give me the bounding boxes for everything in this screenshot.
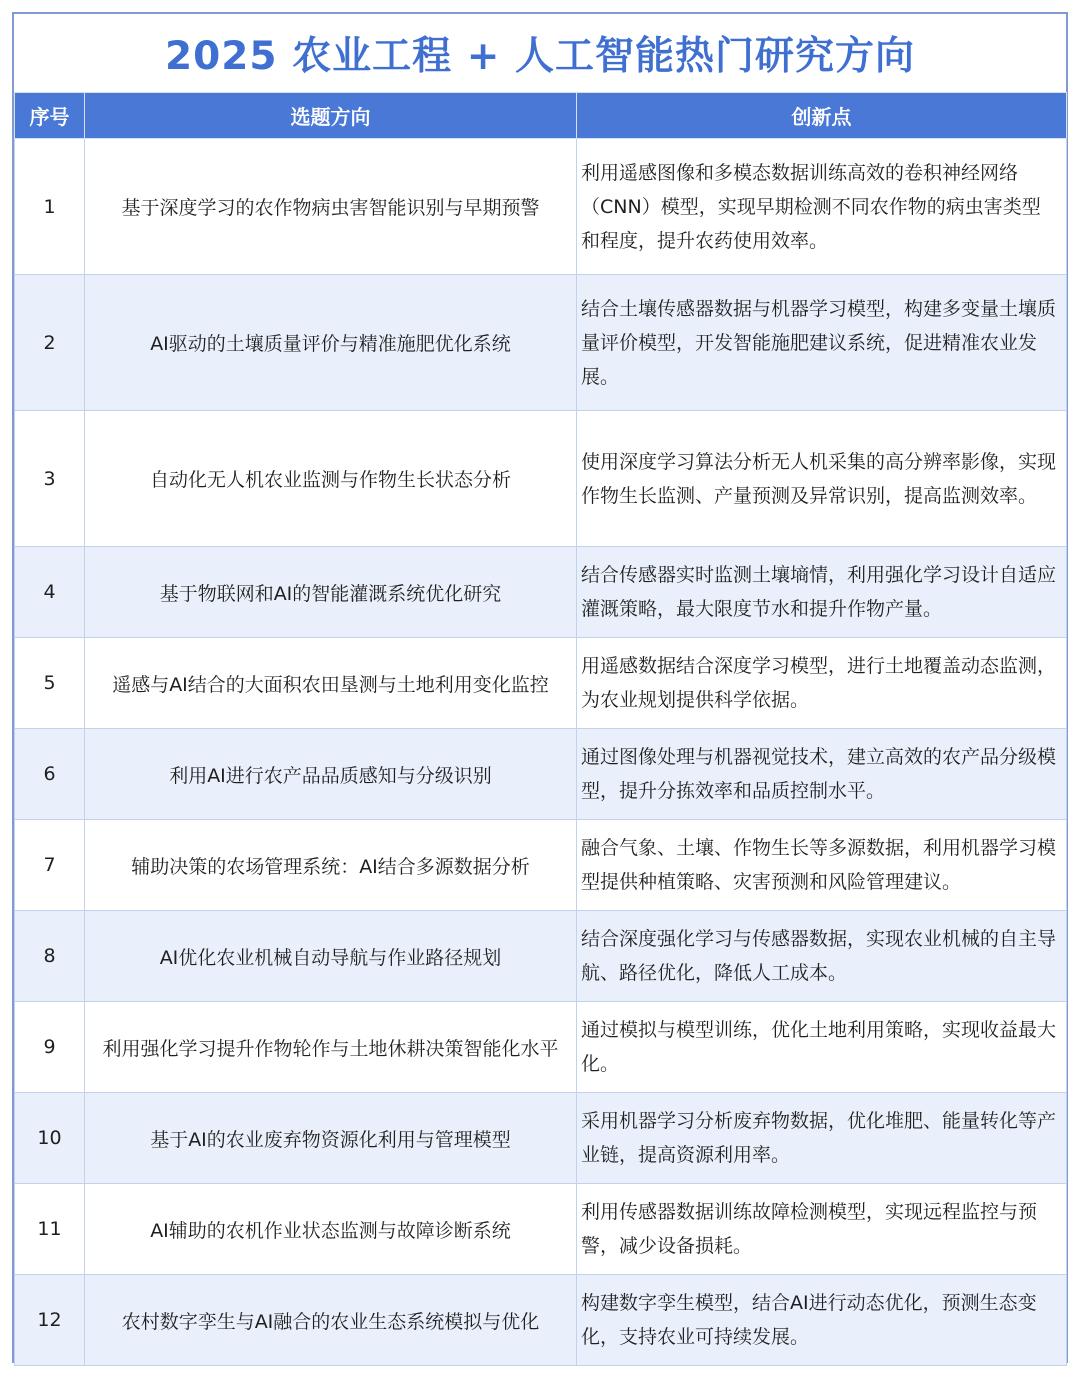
row-topic: 遥感与AI结合的大面积农田垦测与土地利用变化监控 — [85, 638, 577, 729]
table-row — [15, 638, 1067, 729]
row-innovation: 利用传感器数据训练故障检测模型，实现远程监控与预警，减少设备损耗。 — [577, 1184, 1067, 1275]
row-innovation: 使用深度学习算法分析无人机采集的高分辨率影像，实现作物生长监测、产量预测及异常识别，提高监测效率。 — [577, 411, 1067, 547]
row-topic: 利用AI进行农产品品质感知与分级识别 — [85, 729, 577, 820]
row-index: 7 — [15, 820, 85, 911]
table-header-row — [15, 93, 1067, 139]
header-topic: 选题方向 — [85, 93, 577, 139]
table-row — [15, 911, 1067, 1002]
row-topic: AI辅助的农机作业状态监测与故障诊断系统 — [85, 1184, 577, 1275]
row-topic: 农村数字孪生与AI融合的农业生态系统模拟与优化 — [85, 1275, 577, 1366]
table-row — [15, 275, 1067, 411]
row-index: 12 — [15, 1275, 85, 1366]
row-topic: AI优化农业机械自动导航与作业路径规划 — [85, 911, 577, 1002]
row-innovation: 融合气象、土壤、作物生长等多源数据，利用机器学习模型提供种植策略、灾害预测和风险管理建议。 — [577, 820, 1067, 911]
row-innovation: 采用机器学习分析废弃物数据，优化堆肥、能量转化等产业链，提高资源利用率。 — [577, 1093, 1067, 1184]
header-innovation: 创新点 — [577, 93, 1067, 139]
row-index: 10 — [15, 1093, 85, 1184]
row-innovation: 通过模拟与模型训练，优化土地利用策略，实现收益最大化。 — [577, 1002, 1067, 1093]
table-row — [15, 820, 1067, 911]
table-row — [15, 1002, 1067, 1093]
header-index: 序号 — [15, 93, 85, 139]
page-title: 2025 农业工程 + 人工智能热门研究方向 — [165, 34, 915, 79]
row-innovation: 通过图像处理与机器视觉技术，建立高效的农产品分级模型，提升分拣效率和品质控制水平。 — [577, 729, 1067, 820]
table-row — [15, 1184, 1067, 1275]
row-topic: 基于AI的农业废弃物资源化利用与管理模型 — [85, 1093, 577, 1184]
row-index: 2 — [15, 275, 85, 411]
table-row — [15, 729, 1067, 820]
row-topic: 辅助决策的农场管理系统：AI结合多源数据分析 — [85, 820, 577, 911]
row-topic: AI驱动的土壤质量评价与精准施肥优化系统 — [85, 275, 577, 411]
research-table — [14, 92, 1067, 1366]
row-topic: 基于深度学习的农作物病虫害智能识别与早期预警 — [85, 139, 577, 275]
table-row — [15, 1093, 1067, 1184]
row-topic: 利用强化学习提升作物轮作与土地休耕决策智能化水平 — [85, 1002, 577, 1093]
row-innovation: 结合深度强化学习与传感器数据，实现农业机械的自主导航、路径优化，降低人工成本。 — [577, 911, 1067, 1002]
row-index: 4 — [15, 547, 85, 638]
row-topic: 基于物联网和AI的智能灌溉系统优化研究 — [85, 547, 577, 638]
document-frame — [12, 12, 1068, 1363]
row-innovation: 用遥感数据结合深度学习模型，进行土地覆盖动态监测，为农业规划提供科学依据。 — [577, 638, 1067, 729]
table-row — [15, 547, 1067, 638]
table-row — [15, 1275, 1067, 1366]
row-index: 11 — [15, 1184, 85, 1275]
row-innovation: 结合传感器实时监测土壤墒情，利用强化学习设计自适应灌溉策略，最大限度节水和提升作物产量。 — [577, 547, 1067, 638]
table-row — [15, 139, 1067, 275]
row-index: 6 — [15, 729, 85, 820]
row-index: 9 — [15, 1002, 85, 1093]
row-index: 1 — [15, 139, 85, 275]
row-index: 3 — [15, 411, 85, 547]
row-index: 8 — [15, 911, 85, 1002]
row-innovation: 构建数字孪生模型，结合AI进行动态优化，预测生态变化，支持农业可持续发展。 — [577, 1275, 1067, 1366]
row-topic: 自动化无人机农业监测与作物生长状态分析 — [85, 411, 577, 547]
row-innovation: 利用遥感图像和多模态数据训练高效的卷积神经网络（CNN）模型，实现早期检测不同农作物的病虫害类型和程度，提升农药使用效率。 — [577, 139, 1067, 275]
table-row — [15, 411, 1067, 547]
row-index: 5 — [15, 638, 85, 729]
row-innovation: 结合土壤传感器数据与机器学习模型，构建多变量土壤质量评价模型，开发智能施肥建议系统，促进精准农业发展。 — [577, 275, 1067, 411]
